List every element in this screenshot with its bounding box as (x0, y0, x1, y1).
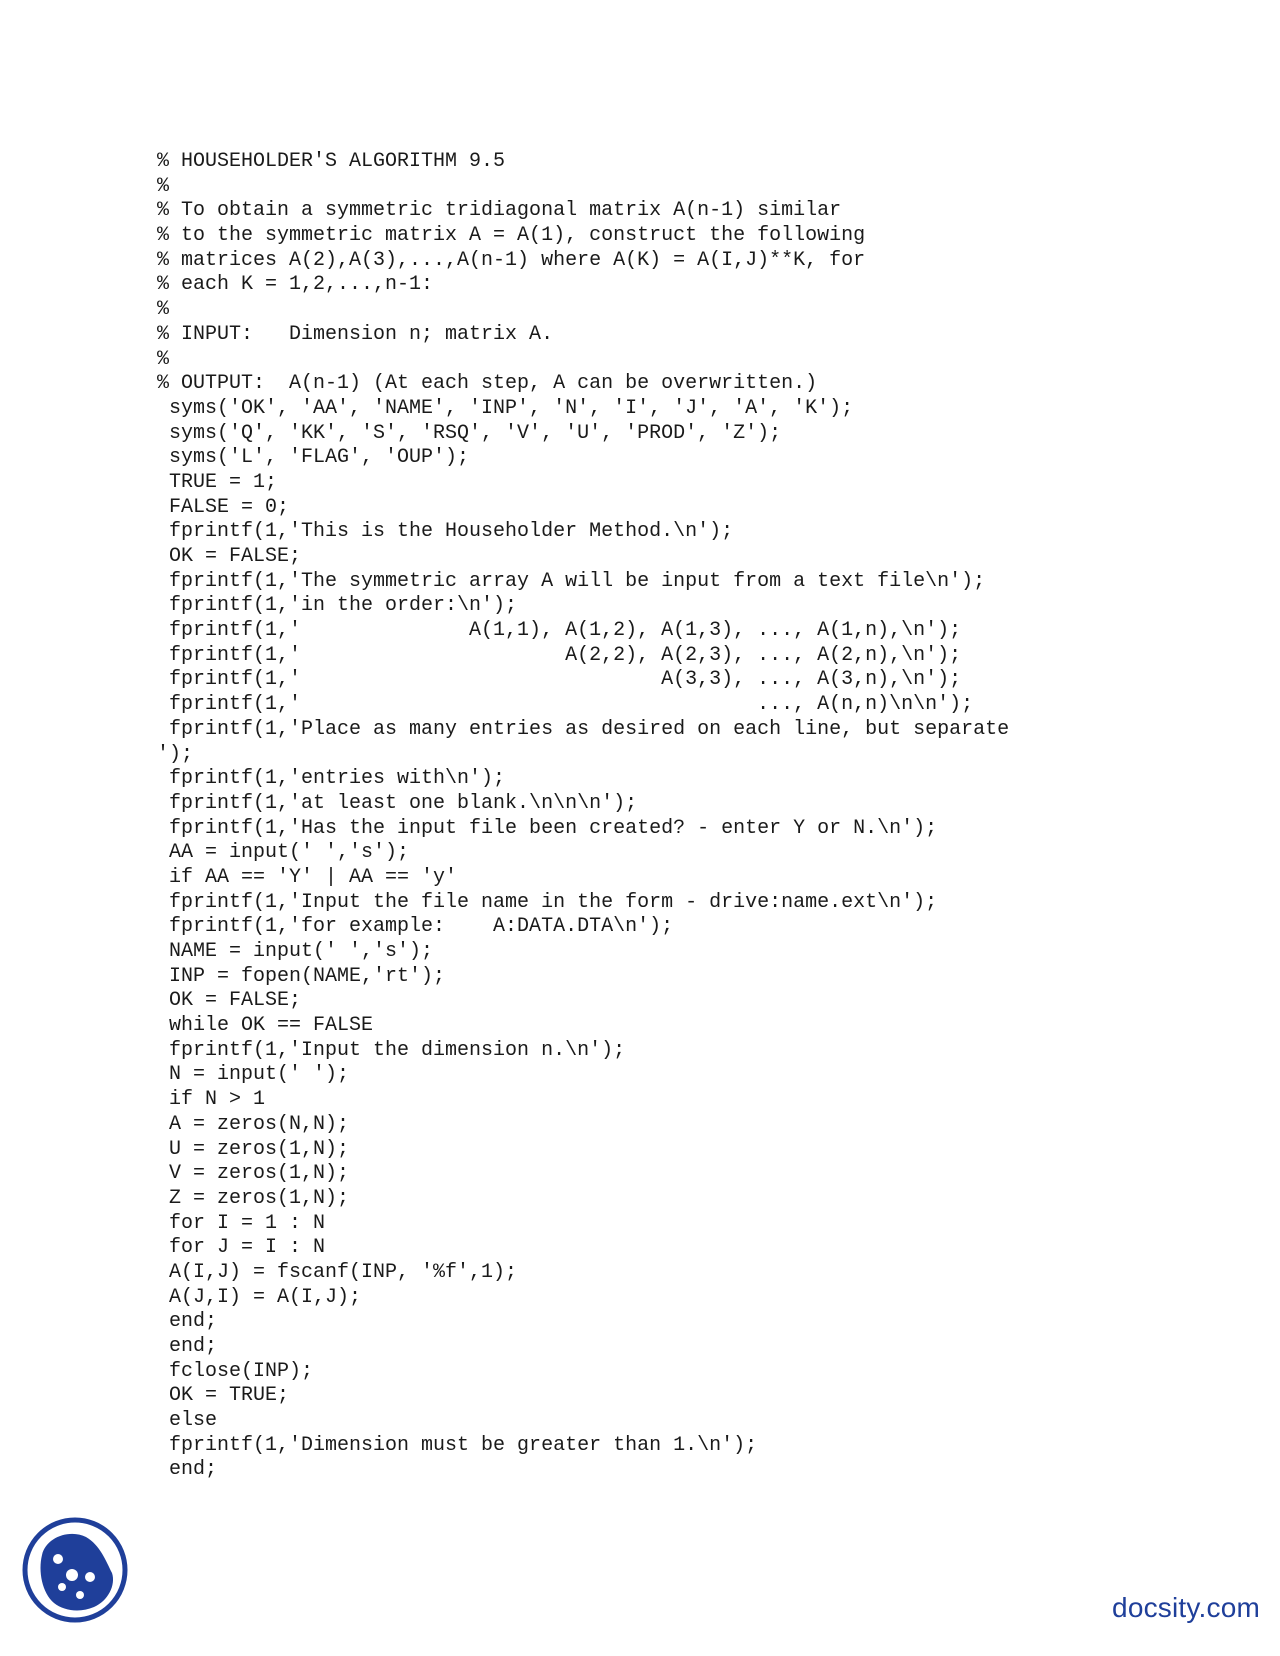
code-line: fprintf(1,'in the order:\n'); (157, 594, 518, 618)
code-line: end; (157, 1458, 218, 1482)
code-line: syms('L', 'FLAG', 'OUP'); (157, 446, 470, 470)
code-listing (157, 150, 1257, 1483)
code-line: V = zeros(1,N); (157, 1162, 350, 1186)
code-line: fprintf(1,'Input the file name in the form - drive:name.ext\n'); (157, 890, 938, 914)
code-line: fclose(INP); (157, 1359, 314, 1383)
code-line: % each K = 1,2,...,n-1: (157, 273, 434, 297)
code-line: TRUE = 1; (157, 470, 278, 494)
code-line: OK = FALSE; (157, 989, 302, 1013)
code-line: NAME = input(' ','s'); (157, 940, 434, 963)
code-line: fprintf(1,'This is the Householder Method.\n'); (157, 520, 734, 544)
code-line: fprintf(1,'Has the input file been created? - enter Y or N.\n'); (157, 816, 938, 840)
code-line: fprintf(1,'Input the dimension n.\n'); (157, 1038, 626, 1062)
code-line: % HOUSEHOLDER'S ALGORITHM 9.5 (157, 150, 506, 173)
code-line: for J = I : N (157, 1236, 326, 1260)
code-line: for I = 1 : N (157, 1211, 326, 1235)
code-line: A(I,J) = fscanf(INP, '%f',1); (157, 1260, 518, 1284)
code-line: end; (157, 1335, 218, 1358)
code-line: OK = FALSE; (157, 545, 302, 568)
code-line: fprintf(1,'The symmetric array A will be input from a text file\n'); (157, 569, 986, 593)
code-line: fprintf(1,' A(3,3), ..., A(3,n),\n'); (157, 668, 962, 692)
code-line: fprintf(1,'entries with\n'); (157, 767, 506, 791)
code-line: else (157, 1409, 218, 1433)
code-line: % matrices A(2),A(3),...,A(n-1) where A(K) = A(I,J)**K, for (157, 248, 866, 272)
docsity-logo-icon (20, 1515, 130, 1625)
code-line: fprintf(1,' ..., A(n,n)\n\n'); (157, 693, 974, 717)
code-line: % (157, 298, 170, 322)
code-line: fprintf(1,'at least one blank.\n\n\n'); (157, 791, 638, 815)
code-line: fprintf(1,' A(2,2), A(2,3), ..., A(2,n),\n'); (157, 643, 962, 667)
code-line: FALSE = 0; (157, 495, 290, 519)
code-line: Z = zeros(1,N); (157, 1186, 350, 1210)
code-line: end; (157, 1310, 218, 1334)
code-line: A = zeros(N,N); (157, 1112, 350, 1136)
code-line: AA = input(' ','s'); (157, 841, 410, 865)
code-line: % To obtain a symmetric tridiagonal matrix A(n-1) similar (157, 199, 842, 223)
code-line: fprintf(1,'Place as many entries as desired on each line, but separate (157, 717, 1010, 741)
code-line: OK = TRUE; (157, 1384, 290, 1408)
code-line: % (157, 174, 170, 198)
code-line: '); (157, 742, 194, 766)
code-line: % (157, 347, 170, 371)
code-line: INP = fopen(NAME,'rt'); (157, 964, 446, 988)
code-line: N = input(' '); (157, 1063, 350, 1087)
docsity-brand-link[interactable]: docsity.com (1112, 1592, 1260, 1623)
code-line: % OUTPUT: A(n-1) (At each step, A can be overwritten.) (157, 372, 818, 396)
code-line: if AA == 'Y' | AA == 'y' (157, 865, 458, 889)
code-line: if N > 1 (157, 1088, 266, 1112)
code-line: % INPUT: Dimension n; matrix A. (157, 322, 554, 346)
code-line: fprintf(1,'Dimension must be greater than 1.\n'); (157, 1433, 758, 1457)
code-line: A(J,I) = A(I,J); (157, 1285, 362, 1309)
code-line: while OK == FALSE (157, 1014, 374, 1038)
code-line: U = zeros(1,N); (157, 1137, 350, 1161)
code-line: fprintf(1,' A(1,1), A(1,2), A(1,3), ..., A(1,n),\n'); (157, 619, 962, 643)
code-line: syms('OK', 'AA', 'NAME', 'INP', 'N', 'I', 'J', 'A', 'K'); (157, 396, 854, 420)
code-line: syms('Q', 'KK', 'S', 'RSQ', 'V', 'U', 'PROD', 'Z'); (157, 421, 782, 445)
code-line: % to the symmetric matrix A = A(1), construct the following (157, 224, 866, 248)
code-line: fprintf(1,'for example: A:DATA.DTA\n'); (157, 915, 674, 939)
